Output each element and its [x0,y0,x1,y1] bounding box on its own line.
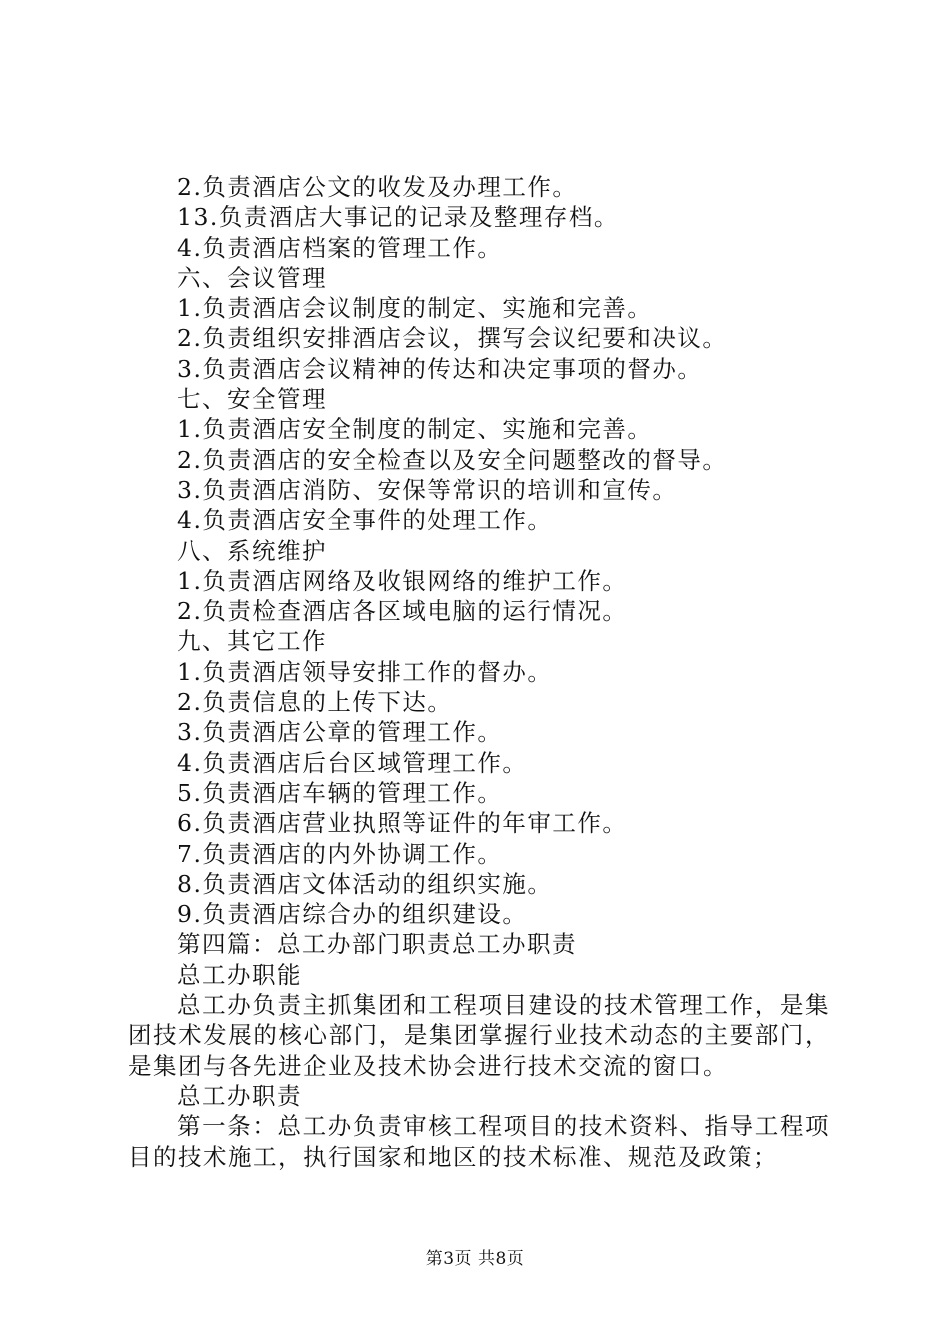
text-line: 6.负责酒店营业执照等证件的年审工作。 [177,809,628,838]
section-heading: 九、其它工作 [177,627,327,656]
paragraph-functions: 总工办负责主抓集团和工程项目建设的技术管理工作，是集团技术发展的核心部门，是集团掌握行业技术动态的主要部门，是集团与各先进企业及技术协会进行技术交流的窗口。 [128,991,830,1080]
text-line: 5.负责酒店车辆的管理工作。 [177,778,503,807]
text-line: 13.负责酒店大事记的记录及整理存档。 [177,203,619,232]
text-line: 3.负责酒店会议精神的传达和决定事项的督办。 [177,354,703,383]
text-line: 2.负责酒店公文的收发及办理工作。 [177,173,578,201]
text-line: 4.负责酒店档案的管理工作。 [177,233,503,262]
text-line: 1.负责酒店网络及收银网络的维护工作。 [177,566,628,595]
page-number-footer: 第3页 共8页 [425,1249,525,1269]
subsection-heading: 总工办职责 [177,1081,302,1110]
section-heading: 七、安全管理 [177,385,327,414]
chapter-heading: 第四篇：总工办部门职责总工办职责 [177,930,577,959]
text-line: 3.负责酒店消防、安保等常识的培训和宣传。 [177,475,678,504]
text-line: 3.负责酒店公章的管理工作。 [177,718,503,747]
section-heading: 六、会议管理 [177,263,327,292]
text-line: 7.负责酒店的内外协调工作。 [177,839,503,868]
text-line: 4.负责酒店后台区域管理工作。 [177,748,528,777]
subsection-heading: 总工办职能 [177,960,302,989]
text-line: 9.负责酒店综合办的组织建设。 [177,900,528,929]
section-heading: 八、系统维护 [177,536,327,565]
document-body [128,172,830,1172]
text-line: 2.负责信息的上传下达。 [177,688,453,717]
paragraph-article-1: 第一条：总工办负责审核工程项目的技术资料、指导工程项目的技术施工，执行国家和地区的技术标准、规范及政策； [128,1112,830,1171]
text-line: 8.负责酒店文体活动的组织实施。 [177,869,553,898]
text-line: 2.负责检查酒店各区域电脑的运行情况。 [177,597,628,626]
text-line: 1.负责酒店安全制度的制定、实施和完善。 [177,415,653,444]
text-line: 2.负责酒店的安全检查以及安全问题整改的督导。 [177,445,728,474]
text-line: 1.负责酒店领导安排工作的督办。 [177,657,553,686]
text-line: 2.负责组织安排酒店会议，撰写会议纪要和决议。 [177,324,728,353]
text-line: 1.负责酒店会议制度的制定、实施和完善。 [177,294,653,323]
text-line: 4.负责酒店安全事件的处理工作。 [177,506,553,535]
